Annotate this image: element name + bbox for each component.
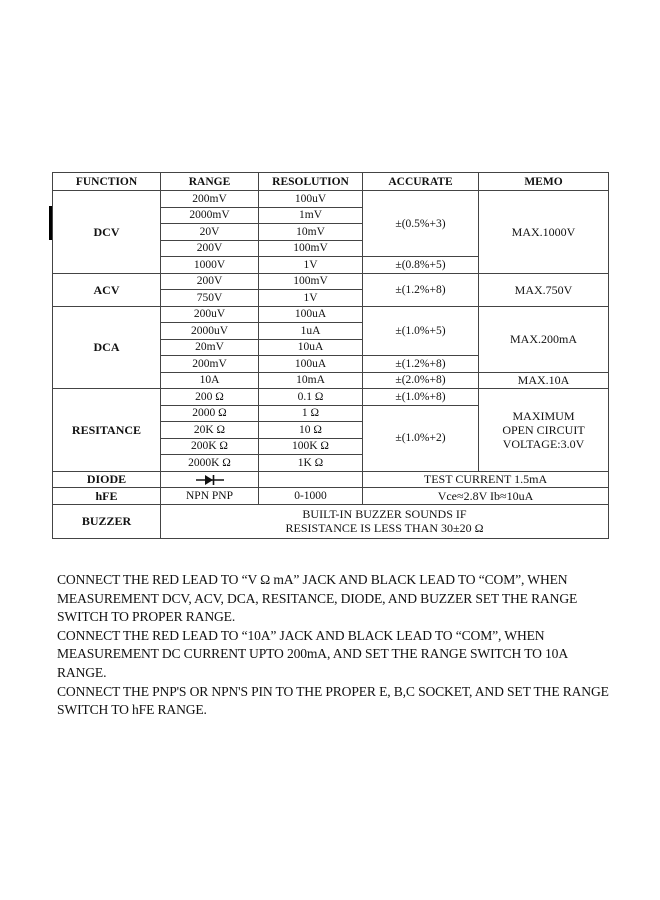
resolution-cell <box>259 471 363 488</box>
instruction-paragraph: CONNECT THE PNP'S OR NPN'S PIN TO THE PROPER E, B,C SOCKET, AND SET THE RANGE SWITCH TO hFE RANGE. <box>57 683 609 718</box>
range-cell: 750V <box>161 290 259 307</box>
memo-line: OPEN CIRCUIT <box>502 422 585 437</box>
memo-line: MAXIMUM <box>512 408 575 423</box>
resolution-cell: 1V <box>259 257 363 274</box>
memo-line: RESISTANCE IS LESS THAN 30±20 Ω <box>285 521 484 535</box>
specification-table <box>52 172 609 539</box>
memo-cell: MAX.200mA <box>479 306 609 372</box>
header-resolution: RESOLUTION <box>259 173 363 191</box>
resolution-cell: 100uA <box>259 306 363 323</box>
instructions <box>57 571 617 720</box>
range-cell: 200mV <box>161 356 259 373</box>
table-header-row <box>53 173 609 191</box>
table-row <box>53 488 609 505</box>
table-row <box>53 471 609 488</box>
function-buzzer: BUZZER <box>53 504 161 538</box>
memo-cell: MAX.10A <box>479 372 609 389</box>
resolution-cell: 100uV <box>259 191 363 208</box>
resolution-cell: 100mV <box>259 273 363 290</box>
resolution-cell: 10mV <box>259 224 363 241</box>
resolution-cell: 1uA <box>259 323 363 340</box>
resolution-cell: 1V <box>259 290 363 307</box>
resolution-cell: 100K Ω <box>259 438 363 455</box>
range-cell: 1000V <box>161 257 259 274</box>
instruction-paragraph: CONNECT THE RED LEAD TO “V Ω mA” JACK AND BLACK LEAD TO “COM”, WHEN MEASUREMENT DCV, ACV, DCA, RESITANCE, DIODE, AND BUZZER SET THE RANGE SWITCH TO PROPER RANGE. <box>57 572 578 625</box>
resolution-cell: 10uA <box>259 339 363 356</box>
function-dca: DCA <box>53 306 161 389</box>
memo-cell: Vce≈2.8V Ib≈10uA <box>363 488 609 505</box>
resolution-cell: 1K Ω <box>259 455 363 472</box>
range-cell: 200V <box>161 240 259 257</box>
header-accurate: ACCURATE <box>363 173 479 191</box>
accuracy-cell: ±(0.8%+5) <box>363 257 479 274</box>
memo-cell: MAX.1000V <box>479 191 609 274</box>
accuracy-cell: ±(1.2%+8) <box>363 356 479 373</box>
resolution-cell: 0-1000 <box>259 488 363 505</box>
memo-line: BUILT-IN BUZZER SOUNDS IF <box>302 507 467 521</box>
range-cell: 2000K Ω <box>161 455 259 472</box>
diode-icon <box>196 474 224 486</box>
accuracy-cell: ±(2.0%+8) <box>363 372 479 389</box>
range-cell <box>161 471 259 488</box>
function-acv: ACV <box>53 273 161 306</box>
memo-cell <box>479 389 609 472</box>
range-cell: 200mV <box>161 191 259 208</box>
resolution-cell: 0.1 Ω <box>259 389 363 406</box>
header-function: FUNCTION <box>53 173 161 191</box>
range-cell: 2000mV <box>161 207 259 224</box>
resolution-cell: 1mV <box>259 207 363 224</box>
table-row <box>53 273 609 290</box>
accuracy-cell: ±(1.0%+5) <box>363 306 479 356</box>
range-cell: 20V <box>161 224 259 241</box>
accuracy-cell: ±(1.2%+8) <box>363 273 479 306</box>
memo-line: VOLTAGE:3.0V <box>502 436 585 451</box>
table-row <box>53 191 609 208</box>
memo-cell <box>161 504 609 538</box>
table-row <box>53 389 609 406</box>
range-cell: 200uV <box>161 306 259 323</box>
resolution-cell: 10 Ω <box>259 422 363 439</box>
resolution-cell: 1 Ω <box>259 405 363 422</box>
range-cell: 2000 Ω <box>161 405 259 422</box>
function-dcv: DCV <box>53 191 161 274</box>
resolution-cell: 100uA <box>259 356 363 373</box>
function-resistance: RESITANCE <box>53 389 161 472</box>
memo-cell: TEST CURRENT 1.5mA <box>363 471 609 488</box>
memo-cell: MAX.750V <box>479 273 609 306</box>
accuracy-cell: ±(0.5%+3) <box>363 191 479 257</box>
range-cell: 20mV <box>161 339 259 356</box>
resolution-cell: 100mV <box>259 240 363 257</box>
accuracy-cell: ±(1.0%+8) <box>363 389 479 406</box>
range-cell: 200 Ω <box>161 389 259 406</box>
resolution-cell: 10mA <box>259 372 363 389</box>
table-row <box>53 306 609 323</box>
range-cell: 2000uV <box>161 323 259 340</box>
instruction-paragraph: CONNECT THE RED LEAD TO “10A” JACK AND BLACK LEAD TO “COM”, WHEN MEASUREMENT DC CURRENT UPTO 200mA, AND SET THE RANGE SWITCH TO 10A RANGE. <box>57 627 568 680</box>
range-cell: 200K Ω <box>161 438 259 455</box>
table-row <box>53 504 609 538</box>
range-cell: 10A <box>161 372 259 389</box>
range-cell: 20K Ω <box>161 422 259 439</box>
function-hfe: hFE <box>53 488 161 505</box>
header-range: RANGE <box>161 173 259 191</box>
header-memo: MEMO <box>479 173 609 191</box>
range-cell: NPN PNP <box>161 488 259 505</box>
accuracy-cell: ±(1.0%+2) <box>363 405 479 471</box>
function-diode: DIODE <box>53 471 161 488</box>
range-cell: 200V <box>161 273 259 290</box>
